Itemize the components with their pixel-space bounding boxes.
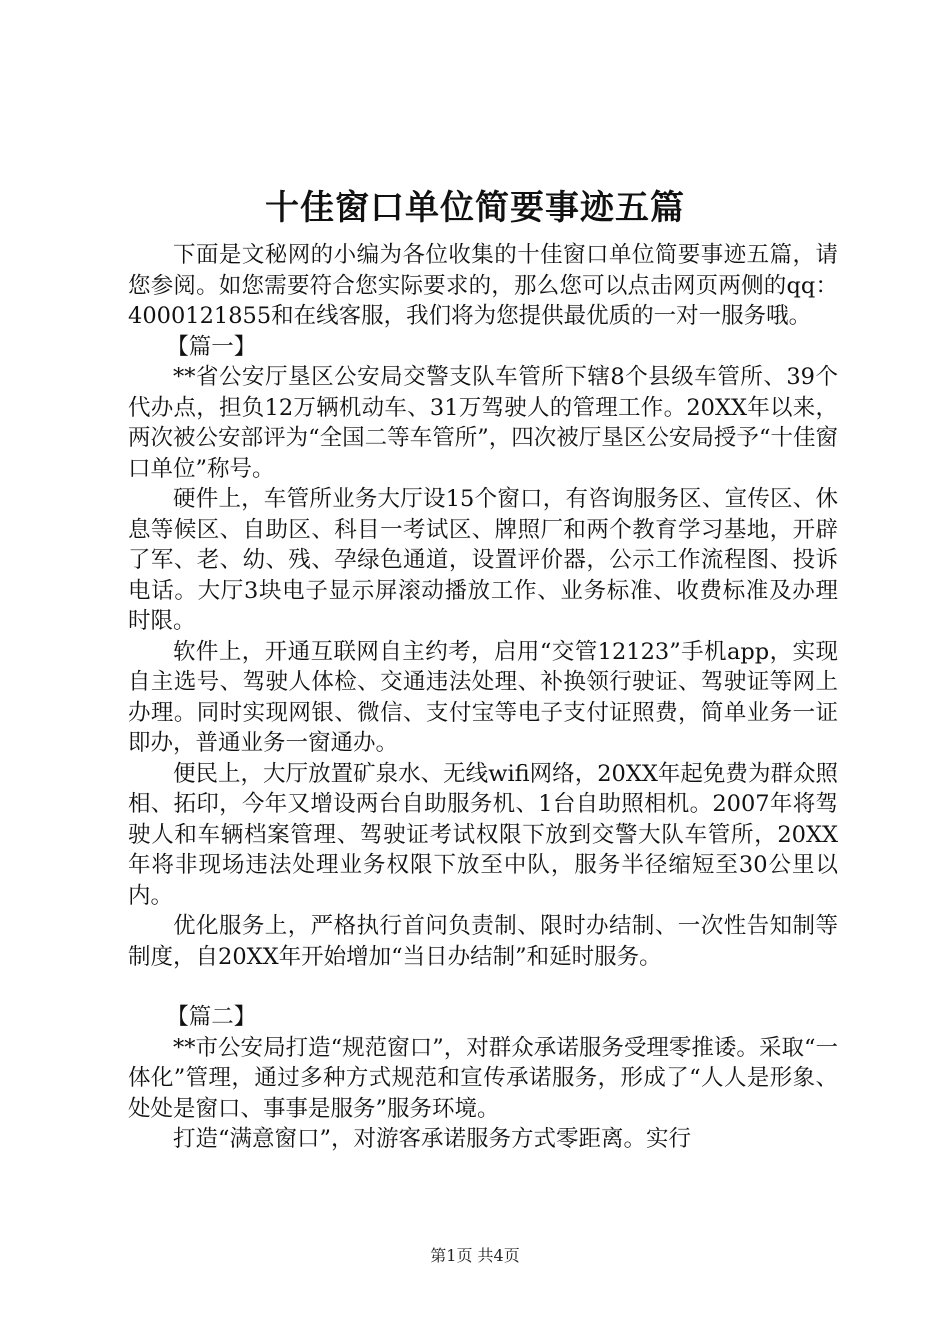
intro-paragraph: 下面是文秘网的小编为各位收集的十佳窗口单位简要事迹五篇，请您参阅。如您需要符合您实际要求的，那么您可以点击网页两侧的qq：4000121855和在线客服，我们将为您提供最优质的一对一服务哦。 (128, 242, 838, 329)
body-paragraph: 便民上，大厅放置矿泉水、无线wifi网络，20XX年起免费为群众照相、拓印，今年又增设两台自助服务机、1台自助照相机。2007年将驾驶人和车辆档案管理、驾驶证考试权限下放到交警大队车管所，20XX年将非现场违法处理业务权限下放至中队，服务半径缩短至30公里以内。 (128, 760, 838, 909)
body-paragraph: 软件上，开通互联网自主约考，启用“交管12123”手机app，实现自主选号、驾驶人体检、交通违法处理、补换领行驶证、驾驶证等网上办理。同时实现网银、微信、支付宝等电子支付证照费，简单业务一证即办，普通业务一窗通办。 (128, 638, 838, 756)
document-title: 十佳窗口单位简要事迹五篇 (265, 188, 685, 228)
document-body (128, 240, 838, 1155)
body-paragraph: **市公安局打造“规范窗口”，对群众承诺服务受理零推诿。采取“一体化”管理，通过多种方式规范和宣传承诺服务，形成了“人人是形象、处处是窗口、事事是服务”服务环境。 (128, 1034, 838, 1122)
page-footer: 第1页 共4页 (430, 1246, 520, 1265)
body-paragraph: 打造“满意窗口”，对游客承诺服务方式零距离。实行 (173, 1126, 692, 1152)
body-paragraph: **省公安厅垦区公安局交警支队车管所下辖8个县级车管所、39个代办点，担负12万辆机动车、31万驾驶人的管理工作。20XX年以来，两次被公安部评为“全国二等车管所”，四次被厅垦区公安局授予“十佳窗口单位”称号。 (128, 364, 838, 482)
section-heading-1: 【篇一】 (166, 333, 257, 360)
section-heading-2: 【篇二】 (166, 1004, 257, 1030)
body-paragraph: 硬件上，车管所业务大厅设15个窗口，有咨询服务区、宣传区、休息等候区、自助区、科目一考试区、牌照厂和两个教育学习基地，开辟了军、老、幼、残、孕绿色通道，设置评价器，公示工作流程图、投诉电话。大厅3块电子显示屏滚动播放工作、业务标准、收费标准及办理时限。 (128, 486, 838, 634)
body-paragraph: 优化服务上，严格执行首问负责制、限时办结制、一次性告知制等制度，自20XX年开始增加“当日办结制”和延时服务。 (128, 913, 838, 970)
